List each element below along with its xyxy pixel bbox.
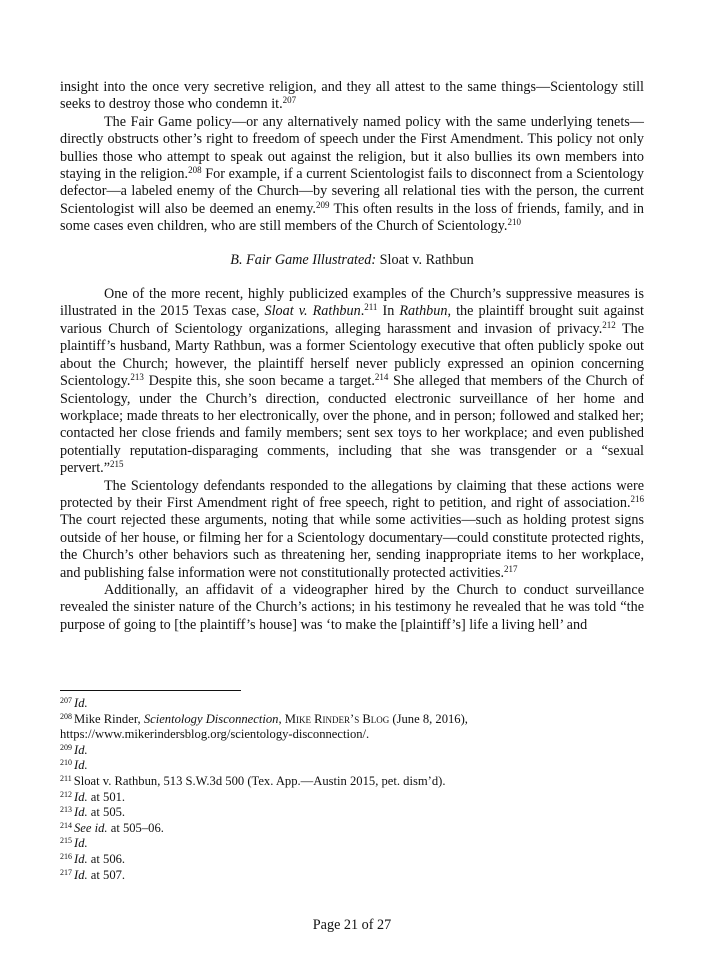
- paragraph-affidavit: [60, 582, 644, 634]
- footnote-ref[interactable]: 212: [602, 319, 616, 330]
- footnote-number: 212: [60, 789, 72, 799]
- footnote-text: at 505–06.: [107, 820, 164, 835]
- paragraph-text: This often results in the loss of friends, family, and in some cases even children, who are still members of the Church of Scientology.: [60, 200, 645, 235]
- footnote-text: at 501.: [87, 789, 126, 804]
- footnote-number: 210: [60, 758, 72, 768]
- footnote-separator: [60, 690, 241, 691]
- paragraph-text: She alleged that members of the Church of Scientology, under the Church’s direction, conducted electronic surveillance of her home and workplace; made threats to her electronically, over the phone, and in person; followed and stalked her; contacted her close friends and family members; sent sex toys to her workplace; and even published potentially reputation-disparaging comments, including that she was transgender or a “sexual pervert.”: [60, 373, 644, 477]
- footnote-italic: See id.: [74, 820, 108, 835]
- footnote-number: 216: [60, 851, 72, 861]
- footnote-213: [60, 805, 660, 821]
- footnote-ref[interactable]: 210: [507, 217, 521, 228]
- section-heading-case: Sloat v. Rathbun: [376, 251, 474, 268]
- footnote-217: [60, 868, 660, 884]
- paragraph-1: [60, 79, 644, 114]
- footnote-215: [60, 836, 660, 852]
- paragraph-text: One of the more recent, highly publicized examples of the Church’s suppressive measures is illustrated in the 2015 Texas case,: [60, 286, 644, 320]
- footnote-214: [60, 821, 660, 837]
- footnote-number: 215: [60, 836, 72, 846]
- footnote-ref[interactable]: 215: [110, 459, 124, 470]
- footnote-210: [60, 758, 660, 774]
- footnote-italic: Id.: [74, 867, 88, 882]
- footnote-216: [60, 852, 660, 868]
- paragraph-text: Additionally, an affidavit of a videographer hired by the Church to conduct surveillance revealed the sinister nature of the Church’s actions; in his testimony he revealed that he was told “the purpose of going to [the plaintiff’s house] was ‘to make the [plaintiff’s] life a living hell’ and: [60, 581, 644, 633]
- paragraph-text: The plaintiff’s husband, Marty Rathbun, was a former Scientology executive that often publicly spoke out about the Church; however, the plaintiff herself never publicly expressed an opinion concerning Scientology.: [60, 320, 644, 390]
- footnote-text: at 506.: [87, 851, 126, 866]
- paragraph-text: The court rejected these arguments, noting that while some activities—such as holding protest signs outside of her house, or filming her for a Scientology documentary—could constitute protected rights, the Church’s other behaviors such as threatening her, sending inappropriate items to her workplace, and publishing false information were not constitutionally protected activities.: [60, 512, 644, 581]
- footnote-number: 207: [60, 696, 72, 705]
- footnote-text: Mike Rinder,: [74, 711, 144, 726]
- paragraph-text: For example, if a current Scientologist fails to disconnect from a Scientology defector—a labeled enemy of the Church—by severing all relational ties with the person, the current Scientologist will also be deemed an enemy.: [60, 166, 644, 217]
- footnote-number: 208: [60, 711, 72, 721]
- footnote-text: ,: [278, 711, 285, 726]
- footnote-text: at 507.: [87, 867, 126, 882]
- footnotes: [60, 696, 660, 883]
- document-body: [60, 79, 644, 634]
- case-name: Rathbun: [399, 303, 448, 320]
- paragraph-defendants-response: [60, 478, 644, 582]
- footnote-url-link[interactable]: https://www.mikerindersblog.org/scientology-disconnection/.: [60, 727, 370, 742]
- footnote-212: [60, 790, 660, 806]
- footnote-italic: Id.: [74, 805, 88, 820]
- footnote-211: [60, 774, 660, 790]
- footnote-text: (June 8, 2016),: [389, 711, 468, 726]
- paragraph-text: In: [377, 303, 400, 320]
- footnote-ref[interactable]: 208: [188, 165, 202, 176]
- footnote-ref[interactable]: 214: [374, 372, 389, 383]
- footnote-209: [60, 743, 660, 759]
- footnote-italic: Id.: [74, 851, 88, 866]
- paragraph-text: The Fair Game policy—or any alternatively named policy with the same underlying tenets—directly obstructs other’s right to freedom of speech under the First Amendment. This policy not only bullies those who attempt to speak out against the religion, but it also bullies its own members into staying in the religion.: [60, 113, 644, 183]
- case-name: Sloat v. Rathbun: [264, 303, 361, 320]
- footnote-number: 213: [60, 805, 72, 815]
- paragraph-text: The Scientology defendants responded to the allegations by claiming that these actions were protected by their First Amendment right of free speech, right to petition, and right of association.: [60, 477, 644, 511]
- footnote-number: 217: [60, 867, 72, 877]
- footnote-italic: Id.: [74, 758, 88, 773]
- paragraph-text: insight into the once very secretive religion, and they all attest to the same things—Scientology still seeks to destroy those who condemn it.: [60, 79, 644, 113]
- footnote-number: 209: [60, 742, 72, 752]
- paragraph-text: .: [360, 303, 365, 320]
- footnote-text: at 505.: [87, 805, 126, 820]
- footnote-smallcaps: Mike Rinder’s Blog: [284, 711, 390, 726]
- footnote-number: 211: [60, 773, 72, 783]
- footnote-ref[interactable]: 216: [630, 493, 644, 504]
- paragraph-text: Despite this, she soon became a target.: [143, 373, 375, 390]
- footnote-ref[interactable]: 213: [130, 372, 144, 383]
- section-heading-italic: B. Fair Game Illustrated:: [230, 251, 377, 268]
- footnote-number: 214: [60, 820, 72, 830]
- footnote-italic: Id.: [74, 742, 88, 757]
- paragraph-fair-game-policy: [60, 114, 644, 236]
- footnote-207: [60, 696, 660, 712]
- footnote-italic: Scientology Disconnection: [143, 711, 279, 726]
- page-number: Page 21 of 27: [312, 917, 392, 933]
- section-heading: [60, 252, 644, 269]
- paragraph-rathbun-case: [60, 286, 644, 477]
- paragraph-text: , the plaintiff brought suit against various Church of Scientology organizations, alleging harassment and invasion of privacy.: [60, 303, 644, 337]
- footnote-text: Sloat v. Rathbun, 513 S.W.3d 500 (Tex. App.—Austin 2015, pet. dism’d).: [73, 773, 446, 788]
- footnote-ref[interactable]: 211: [364, 302, 378, 313]
- footnote-ref[interactable]: 207: [282, 95, 297, 106]
- footnote-italic: Id.: [74, 789, 88, 804]
- footnote-ref[interactable]: 209: [315, 199, 330, 210]
- footnote-italic: Id.: [74, 836, 88, 851]
- footnote-208: [60, 712, 660, 743]
- footnote-italic: Id.: [74, 696, 88, 710]
- footnote-ref[interactable]: 217: [504, 563, 518, 574]
